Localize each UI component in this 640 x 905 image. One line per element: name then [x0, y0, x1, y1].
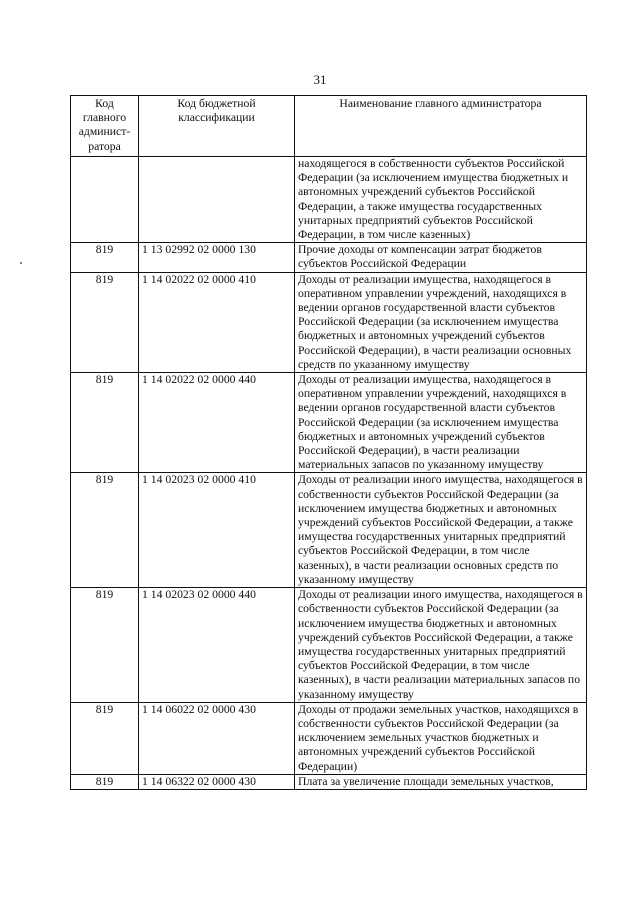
table-row — [71, 473, 587, 588]
header-budget-code: Код бюджетной классификации — [139, 96, 295, 157]
budget-code-cell: 1 14 06022 02 0000 430 — [139, 702, 295, 774]
budget-code-cell: 1 14 02022 02 0000 440 — [139, 373, 295, 473]
admin-name-cell: Доходы от реализации иного имущества, находящегося в собственности субъектов Российской Федерации (за исключением имущества бюджетных и автономных учреждений субъектов Российской Федерации, а также имущества государственных унитарных предприятий субъектов Российской Федерации, в том числе казенных), в части реализации материальных запасов по указанному имуществу — [295, 588, 587, 703]
admin-code-cell: 819 — [71, 588, 139, 703]
budget-code-cell: 1 14 02023 02 0000 440 — [139, 588, 295, 703]
admin-code-cell: 819 — [71, 702, 139, 774]
admin-name-cell: Доходы от реализации имущества, находящегося в оперативном управлении учреждений, находящихся в ведении органов государственной власти субъектов Российской Федерации (за исключением имущества бюджетных и автономных учреждений субъектов Российской Федерации), в части реализации основных средств по указанному имуществу — [295, 272, 587, 372]
admin-code-cell: 819 — [71, 373, 139, 473]
budget-code-cell: 1 14 06322 02 0000 430 — [139, 774, 295, 789]
table-row — [71, 157, 587, 243]
admin-name-cell: Плата за увеличение площади земельных участков, — [295, 774, 587, 789]
table-row — [71, 588, 587, 703]
header-admin-name: Наименование главного администратора — [295, 96, 587, 157]
table-row — [71, 243, 587, 272]
admin-code-cell: 819 — [71, 243, 139, 272]
admin-name-cell: Доходы от реализации иного имущества, находящегося в собственности субъектов Российской Федерации (за исключением имущества бюджетных и автономных учреждений субъектов Российской Федерации, а также имущества государственных унитарных предприятий субъектов Российской Федерации, в том числе казенных), в части реализации основных средств по указанному имуществу — [295, 473, 587, 588]
scan-mark — [20, 262, 22, 264]
admin-name-cell: Прочие доходы от компенсации затрат бюджетов субъектов Российской Федерации — [295, 243, 587, 272]
table-row — [71, 702, 587, 774]
budget-code-cell: 1 13 02992 02 0000 130 — [139, 243, 295, 272]
table-row — [71, 373, 587, 473]
budget-code-cell: 1 14 02022 02 0000 410 — [139, 272, 295, 372]
table-row — [71, 272, 587, 372]
table-row — [71, 774, 587, 789]
table-header-row — [71, 96, 587, 157]
admin-code-cell: 819 — [71, 774, 139, 789]
admin-code-cell — [71, 157, 139, 243]
admin-name-cell: находящегося в собственности субъектов Российской Федерации (за исключением имущества бюджетных и автономных учреждений субъектов Российской Федерации, а также имущества государственных унитарных предприятий субъектов Российской Федерации, в том числе казенных) — [295, 157, 587, 243]
admin-code-cell: 819 — [71, 272, 139, 372]
budget-code-cell — [139, 157, 295, 243]
admin-name-cell: Доходы от реализации имущества, находящегося в оперативном управлении учреждений, находящихся в ведении органов государственной власти субъектов Российской Федерации (за исключением имущества бюджетных и автономных учреждений субъектов Российской Федерации), в части реализации материальных запасов по указанному имуществу — [295, 373, 587, 473]
budget-classification-table — [70, 95, 587, 790]
admin-code-cell: 819 — [71, 473, 139, 588]
admin-name-cell: Доходы от продажи земельных участков, находящихся в собственности субъектов Российской Федерации (за исключением земельных участков бюджетных и автономных учреждений субъектов Российской Федерации) — [295, 702, 587, 774]
header-admin-code: Код главного админист-ратора — [71, 96, 139, 157]
page-number: 31 — [313, 72, 327, 87]
budget-code-cell: 1 14 02023 02 0000 410 — [139, 473, 295, 588]
